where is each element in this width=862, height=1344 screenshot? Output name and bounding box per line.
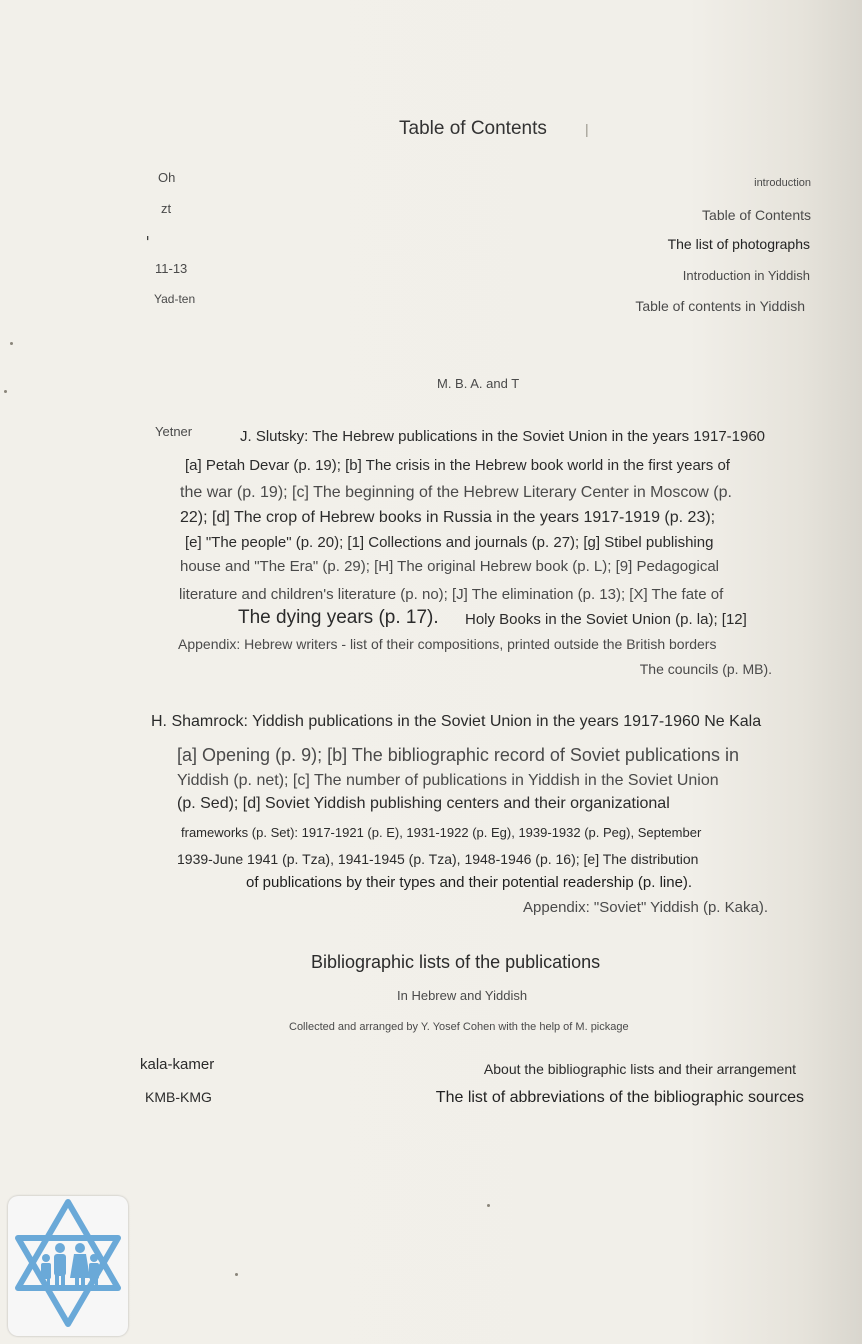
essay2-line-6: of publications by their types and their potential readership (p. line).: [246, 874, 693, 891]
essay1-line-6: literature and children's literature (p. no); [J] The elimination (p. 13); [X] The fate of: [179, 586, 724, 603]
bibliography-row-2-page: KMB-KMG: [145, 1089, 212, 1105]
essay1-line-5: house and "The Era" (p. 29); [H] The original Hebrew book (p. L); [9] Pedagogical: [180, 558, 720, 575]
front-row-3-label: The list of photographs: [667, 236, 810, 252]
bibliography-credit: Collected and arranged by Y. Yosef Cohen with the help of M. pickage: [289, 1021, 629, 1033]
essay1-appendix: Appendix: Hebrew writers - list of their compositions, printed outside the British borders: [178, 636, 717, 652]
front-row-4-page: 11-13: [155, 261, 188, 276]
paper-speck: [10, 342, 13, 345]
front-row-5-page: Yad-ten: [154, 292, 196, 306]
front-row-4-label: Introduction in Yiddish: [682, 268, 810, 283]
front-row-2-label: Table of Contents: [702, 207, 811, 223]
essay1-page: Yetner: [155, 424, 193, 439]
front-row-1-page: Oh: [158, 170, 176, 185]
bibliography-row-2-label: The list of abbreviations of the bibliographic sources: [435, 1089, 804, 1106]
essay1-heading: J. Slutsky: The Hebrew publications in the Soviet Union in the years 1917-1960: [240, 428, 766, 445]
essay1-dying-years: The dying years (p. 17).: [238, 607, 439, 628]
essay1-line-3: 22); [d] The crop of Hebrew books in Russia in the years 1917-1919 (p. 23);: [180, 509, 716, 526]
title-mark: |: [585, 121, 589, 137]
essay2-line-5: 1939-June 1941 (p. Tza), 1941-1945 (p. Tza), 1948-1946 (p. 16); [e] The distribution: [177, 851, 699, 867]
essay2-appendix: Appendix: "Soviet" Yiddish (p. Kaka).: [523, 899, 768, 916]
bibliography-subheading: In Hebrew and Yiddish: [397, 988, 528, 1003]
bibliography-heading: Bibliographic lists of the publications: [311, 952, 601, 972]
page-title: Table of Contents: [399, 118, 547, 139]
essay2-line-3: (p. Sed); [d] Soviet Yiddish publishing centers and their organizational: [177, 795, 670, 812]
essay1-holy-books: Holy Books in the Soviet Union (p. la); [12]: [465, 611, 747, 628]
essay2-heading: H. Shamrock: Yiddish publications in the Soviet Union in the years 1917-1960 Ne Kala: [151, 713, 762, 730]
essay2-line-2: Yiddish (p. net); [c] The number of publications in Yiddish in the Soviet Union: [177, 772, 719, 789]
paper-speck: [4, 390, 7, 393]
essay2-line-4: frameworks (p. Set): 1917-1921 (p. E), 1931-1922 (p. Eg), 1939-1932 (p. Peg), September: [181, 825, 702, 840]
essay1-line-4: [e] "The people" (p. 20); [1] Collections and journals (p. 27); [g] Stibel publishing: [185, 534, 714, 551]
paper-speck: [235, 1273, 238, 1276]
bibliography-row-1-page: kala-kamer: [140, 1056, 215, 1073]
bibliography-row-1-label: About the bibliographic lists and their arrangement: [483, 1061, 796, 1077]
front-row-5-label: Table of contents in Yiddish: [635, 298, 805, 314]
front-row-1-label: introduction: [754, 177, 811, 189]
essay1-line-1: [a] Petah Devar (p. 19); [b] The crisis in the Hebrew book world in the first years of: [185, 457, 730, 474]
front-row-2-page: zt: [161, 201, 172, 216]
paper-speck: [487, 1204, 490, 1207]
essay2-line-1: [a] Opening (p. 9); [b] The bibliographic record of Soviet publications in: [177, 745, 739, 765]
section-mark: M. B. A. and T: [437, 376, 520, 391]
front-row-3-page: י: [146, 232, 150, 247]
star-of-david-family-logo-icon: [8, 1196, 128, 1336]
essay1-line-2: the war (p. 19); [c] The beginning of the Hebrew Literary Center in Moscow (p.: [180, 484, 732, 501]
essay1-councils: The councils (p. MB).: [639, 661, 772, 677]
logo-badge: [8, 1196, 128, 1336]
